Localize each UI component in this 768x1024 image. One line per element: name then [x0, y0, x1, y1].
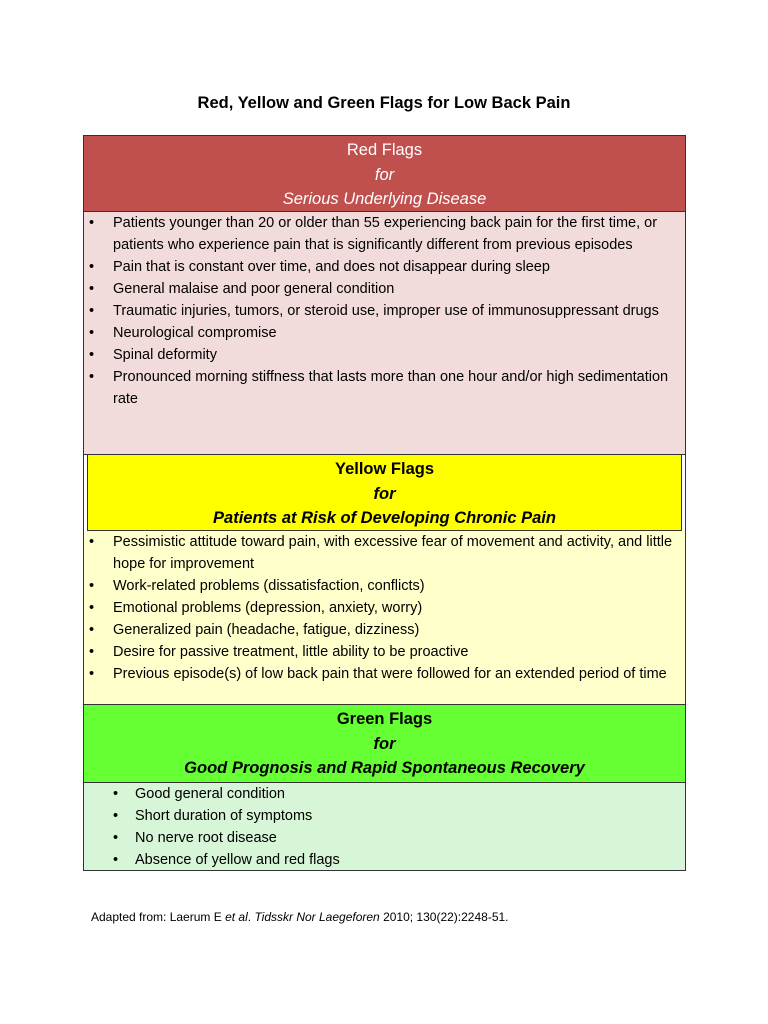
bullet-icon: • — [89, 259, 95, 275]
bullet-icon: • — [113, 808, 119, 824]
bullet-icon: • — [89, 600, 95, 616]
green-flags-subtitle: Good Prognosis and Rapid Spontaneous Recovery — [184, 759, 585, 777]
green-flags-header — [84, 705, 685, 783]
bullet-icon: • — [89, 578, 95, 594]
list-item-text: Neurological compromise — [113, 325, 277, 341]
list-item — [84, 366, 677, 410]
citation-etal: et al — [225, 910, 248, 924]
citation-journal: Tidsskr Nor Laegeforen — [254, 910, 380, 924]
red-flags-header — [84, 136, 685, 212]
list-item — [84, 805, 685, 827]
bullet-icon: • — [113, 786, 119, 802]
citation-sep: . — [247, 910, 255, 924]
list-item — [84, 300, 677, 322]
list-item — [84, 212, 677, 256]
yellow-flags-header — [87, 455, 682, 531]
red-flags-for: for — [374, 165, 395, 184]
green-flags-for: for — [373, 734, 396, 753]
list-item-text: Emotional problems (depression, anxiety, worry) — [113, 600, 423, 616]
list-item-text: Desire for passive treatment, little ability to be proactive — [113, 644, 469, 660]
list-item-text: Generalized pain (headache, fatigue, dizziness) — [113, 622, 420, 638]
list-item — [84, 322, 677, 344]
list-item-text: Work-related problems (dissatisfaction, conflicts) — [113, 578, 425, 594]
citation — [91, 910, 509, 924]
list-item — [84, 663, 685, 685]
list-item-text: Patients younger than 20 or older than 55 experiencing back pain for the first time, or patients who experience pain that is significantly different from previous episodes — [113, 215, 658, 253]
green-flags-title: Green Flags — [336, 710, 433, 728]
list-item — [84, 278, 677, 300]
bullet-icon: • — [89, 666, 95, 682]
list-item-text: No nerve root disease — [135, 830, 277, 846]
list-item — [84, 597, 685, 619]
bullet-icon: • — [89, 622, 95, 638]
list-item — [84, 531, 685, 575]
red-flags-title: Red Flags — [346, 141, 423, 159]
list-item — [84, 783, 685, 805]
bullet-icon: • — [89, 369, 95, 385]
bullet-icon: • — [89, 534, 95, 550]
list-item-text: Previous episode(s) of low back pain that were followed for an extended period of time — [113, 666, 667, 682]
list-item-text: Spinal deformity — [113, 347, 217, 363]
list-item-text: Pessimistic attitude toward pain, with excessive fear of movement and activity, and little hope for improvement — [113, 534, 673, 572]
list-item — [84, 849, 685, 871]
list-item-text: Traumatic injuries, tumors, or steroid use, improper use of immunosuppressant drugs — [113, 303, 659, 319]
bullet-icon: • — [113, 830, 119, 846]
page-title: Red, Yellow and Green Flags for Low Back Pain — [197, 94, 571, 112]
list-item — [84, 575, 685, 597]
red-flags-list — [84, 212, 677, 410]
yellow-flags-for: for — [373, 484, 396, 503]
flags-table — [83, 135, 686, 871]
yellow-flags-subtitle: Patients at Risk of Developing Chronic Pain — [213, 509, 556, 527]
list-item — [84, 641, 685, 663]
yellow-flags-title: Yellow Flags — [334, 460, 435, 478]
citation-prefix: Adapted from: Laerum E — [91, 910, 226, 924]
bullet-icon: • — [89, 215, 95, 231]
list-item-text: Absence of yellow and red flags — [135, 852, 340, 868]
bullet-icon: • — [89, 303, 95, 319]
citation-ref: 2010; 130(22):2248-51. — [379, 910, 509, 924]
bullet-icon: • — [89, 644, 95, 660]
list-item-text: Pain that is constant over time, and does not disappear during sleep — [113, 259, 550, 275]
list-item — [84, 827, 685, 849]
yellow-flags-list-section — [84, 531, 685, 705]
list-item-text: Pronounced morning stiffness that lasts more than one hour and/or high sedimentation rate — [113, 369, 669, 407]
bullet-icon: • — [89, 325, 95, 341]
green-flags-list-section — [84, 783, 685, 870]
list-item-text: Good general condition — [135, 786, 285, 802]
list-item — [84, 256, 677, 278]
bullet-icon: • — [89, 281, 95, 297]
green-flags-list — [84, 783, 685, 871]
red-flags-list-section — [84, 212, 685, 455]
yellow-flags-list — [84, 531, 685, 685]
list-item-text: General malaise and poor general condition — [113, 281, 395, 297]
list-item — [84, 344, 677, 366]
bullet-icon: • — [113, 852, 119, 868]
bullet-icon: • — [89, 347, 95, 363]
list-item-text: Short duration of symptoms — [135, 808, 313, 824]
red-flags-subtitle: Serious Underlying Disease — [282, 190, 487, 208]
list-item — [84, 619, 685, 641]
